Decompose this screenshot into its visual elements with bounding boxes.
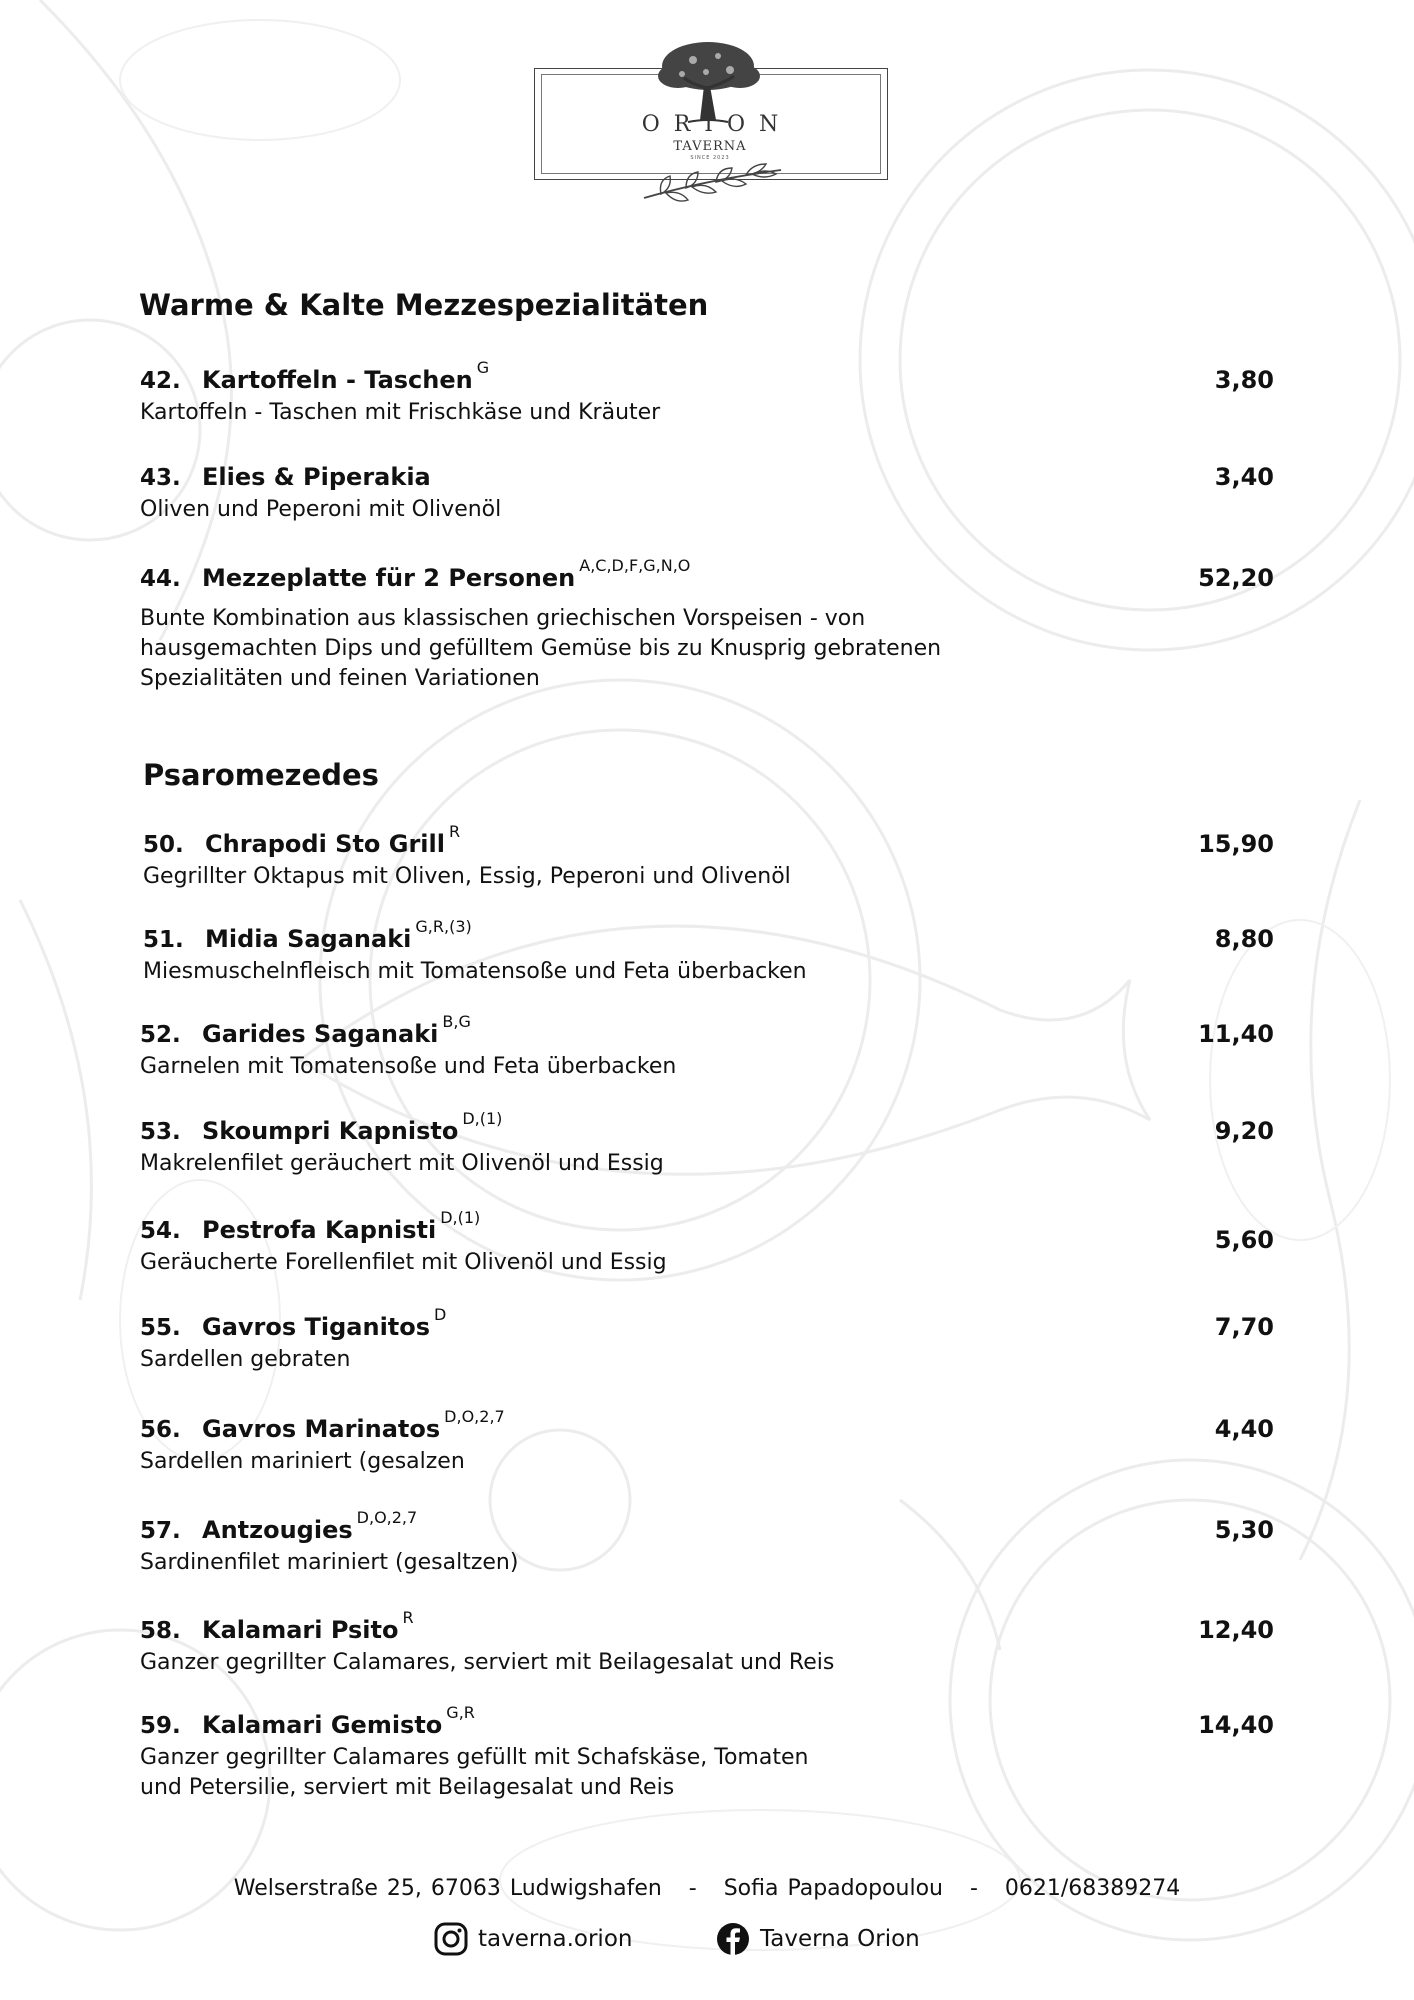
menu-item — [140, 1208, 1274, 1278]
item-name: Antzougies $^{D,O,2,7}$ — [202, 1508, 418, 1544]
item-description: Garnelen mit Tomatensoße und Feta überbacken — [140, 1054, 677, 1079]
item-description: Oliven und Peperoni mit Olivenöl — [140, 497, 502, 522]
item-price: 3,40 — [1214, 463, 1274, 491]
menu-item — [140, 1608, 1274, 1678]
item-price: 11,40 — [1198, 1020, 1274, 1048]
item-number: 42. — [140, 368, 181, 394]
item-price: 8,80 — [1214, 925, 1274, 953]
item-description: Sardinenfilet mariniert (gesaltzen) — [140, 1550, 519, 1575]
item-price: 12,40 — [1198, 1616, 1274, 1644]
menu-item — [143, 917, 1274, 987]
item-description: Sardellen mariniert (gesalzen — [140, 1449, 465, 1474]
item-name: Kalamari Gemisto $^{G,R}$ — [202, 1703, 475, 1739]
item-number: 50. — [143, 832, 184, 858]
item-number: 44. — [140, 566, 181, 592]
item-allergens: B,G — [442, 1012, 471, 1031]
menu-item — [140, 358, 1274, 428]
item-allergens: G — [476, 358, 490, 377]
item-allergens: R — [448, 822, 461, 841]
item-allergens: D,(1) — [440, 1208, 481, 1227]
item-name: Chrapodi Sto Grill $^R$ — [205, 822, 461, 858]
item-allergens: R — [402, 1608, 414, 1627]
item-name: Skoumpri Kapnisto $^{D,(1)}$ — [202, 1109, 503, 1145]
section-title-psaromezedes: Psaromezedes — [143, 758, 379, 792]
instagram-icon — [434, 1922, 468, 1956]
menu-item — [140, 1407, 1274, 1477]
footer-address: Welserstraße 25, 67063 Ludwigshafen - Sofia Papadopoulou - 0621/68389274 — [233, 1876, 1181, 1901]
item-description: Ganzer gegrillter Calamares gefüllt mit Schafskäse, Tomaten und Petersilie, serviert mit Beilagesalat und Reis — [140, 1745, 809, 1800]
menu-item — [140, 1305, 1274, 1375]
item-number: 59. — [140, 1713, 181, 1739]
olive-branch-icon — [636, 160, 786, 210]
instagram-handle: taverna.orion — [478, 1926, 633, 1952]
item-description: Kartoffeln - Taschen mit Frischkäse und Kräuter — [140, 400, 661, 425]
item-name: Kalamari Psito $^R$ — [202, 1608, 414, 1644]
item-price: 9,20 — [1214, 1117, 1274, 1145]
item-description: Makrelenfilet geräuchert mit Olivenöl und Essig — [140, 1151, 664, 1176]
item-name: Mezzeplatte für 2 Personen $^{A,C,D,F,G,N,O}$ — [202, 556, 691, 592]
item-allergens: G,R,(3) — [415, 917, 472, 936]
item-number: 53. — [140, 1119, 181, 1145]
item-description: Gegrillter Oktapus mit Oliven, Essig, Peperoni und Olivenöl — [143, 864, 791, 889]
item-number: 52. — [140, 1022, 181, 1048]
item-number: 43. — [140, 465, 181, 491]
item-description: Miesmuschelnfleisch mit Tomatensoße und Feta überbacken — [143, 959, 807, 984]
item-name: Pestrofa Kapnisti $^{D,(1)}$ — [202, 1208, 481, 1244]
item-name: Kartoffeln - Taschen $^G$ — [202, 358, 490, 394]
item-number: 51. — [143, 927, 184, 953]
logo-subtitle: TAVERNA — [673, 139, 747, 154]
item-name: Elies & Piperakia — [202, 463, 431, 491]
section-title-mezze: Warme & Kalte Mezzespezialitäten — [139, 288, 709, 322]
item-description: Bunte Kombination aus klassischen griechischen Vorspeisen - von hausgemachten Dips und gefülltem Gemüse bis zu Knusprig gebratenen Spezialitäten und feinen Variationen — [140, 606, 942, 691]
item-allergens: D,(1) — [462, 1109, 503, 1128]
logo-since: SINCE 2023 — [690, 155, 730, 161]
item-name: Gavros Tiganitos $^D$ — [202, 1305, 447, 1341]
menu-item — [140, 1703, 1274, 1803]
item-price: 5,60 — [1214, 1226, 1274, 1254]
item-number: 55. — [140, 1315, 181, 1341]
menu-item — [140, 1012, 1274, 1082]
item-allergens: G,R — [446, 1703, 475, 1722]
menu-item — [140, 1508, 1274, 1578]
menu-item — [143, 822, 1274, 892]
item-description: Sardellen gebraten — [140, 1347, 351, 1372]
item-allergens: D — [434, 1305, 447, 1324]
facebook-link[interactable] — [716, 1922, 920, 1956]
menu-item — [140, 1109, 1274, 1179]
instagram-link[interactable] — [434, 1922, 632, 1956]
item-description: Geräucherte Forellenfilet mit Olivenöl und Essig — [140, 1250, 667, 1275]
facebook-icon — [716, 1922, 750, 1956]
item-allergens: A,C,D,F,G,N,O — [579, 556, 691, 575]
item-number: 58. — [140, 1618, 181, 1644]
item-allergens: D,O,2,7 — [356, 1508, 418, 1527]
item-number: 57. — [140, 1518, 181, 1544]
facebook-name: Taverna Orion — [760, 1926, 920, 1952]
item-price: 7,70 — [1214, 1313, 1274, 1341]
item-name: Gavros Marinatos $^{D,O,2,7}$ — [202, 1407, 505, 1443]
item-name: Midia Saganaki $^{G,R,(3)}$ — [205, 917, 472, 953]
item-number: 56. — [140, 1417, 181, 1443]
menu-item — [140, 556, 1274, 694]
item-description: Ganzer gegrillter Calamares, serviert mit Beilagesalat und Reis — [140, 1650, 835, 1675]
menu-item — [140, 461, 1274, 525]
logo-title: ORION — [641, 112, 793, 137]
item-price: 5,30 — [1214, 1516, 1274, 1544]
item-price: 15,90 — [1198, 830, 1274, 858]
item-name: Garides Saganaki $^{B,G}$ — [202, 1012, 471, 1048]
item-price: 14,40 — [1198, 1711, 1274, 1739]
item-allergens: D,O,2,7 — [444, 1407, 505, 1426]
item-price: 3,80 — [1214, 366, 1274, 394]
item-price: 52,20 — [1198, 564, 1274, 592]
item-number: 54. — [140, 1218, 181, 1244]
item-price: 4,40 — [1214, 1415, 1274, 1443]
